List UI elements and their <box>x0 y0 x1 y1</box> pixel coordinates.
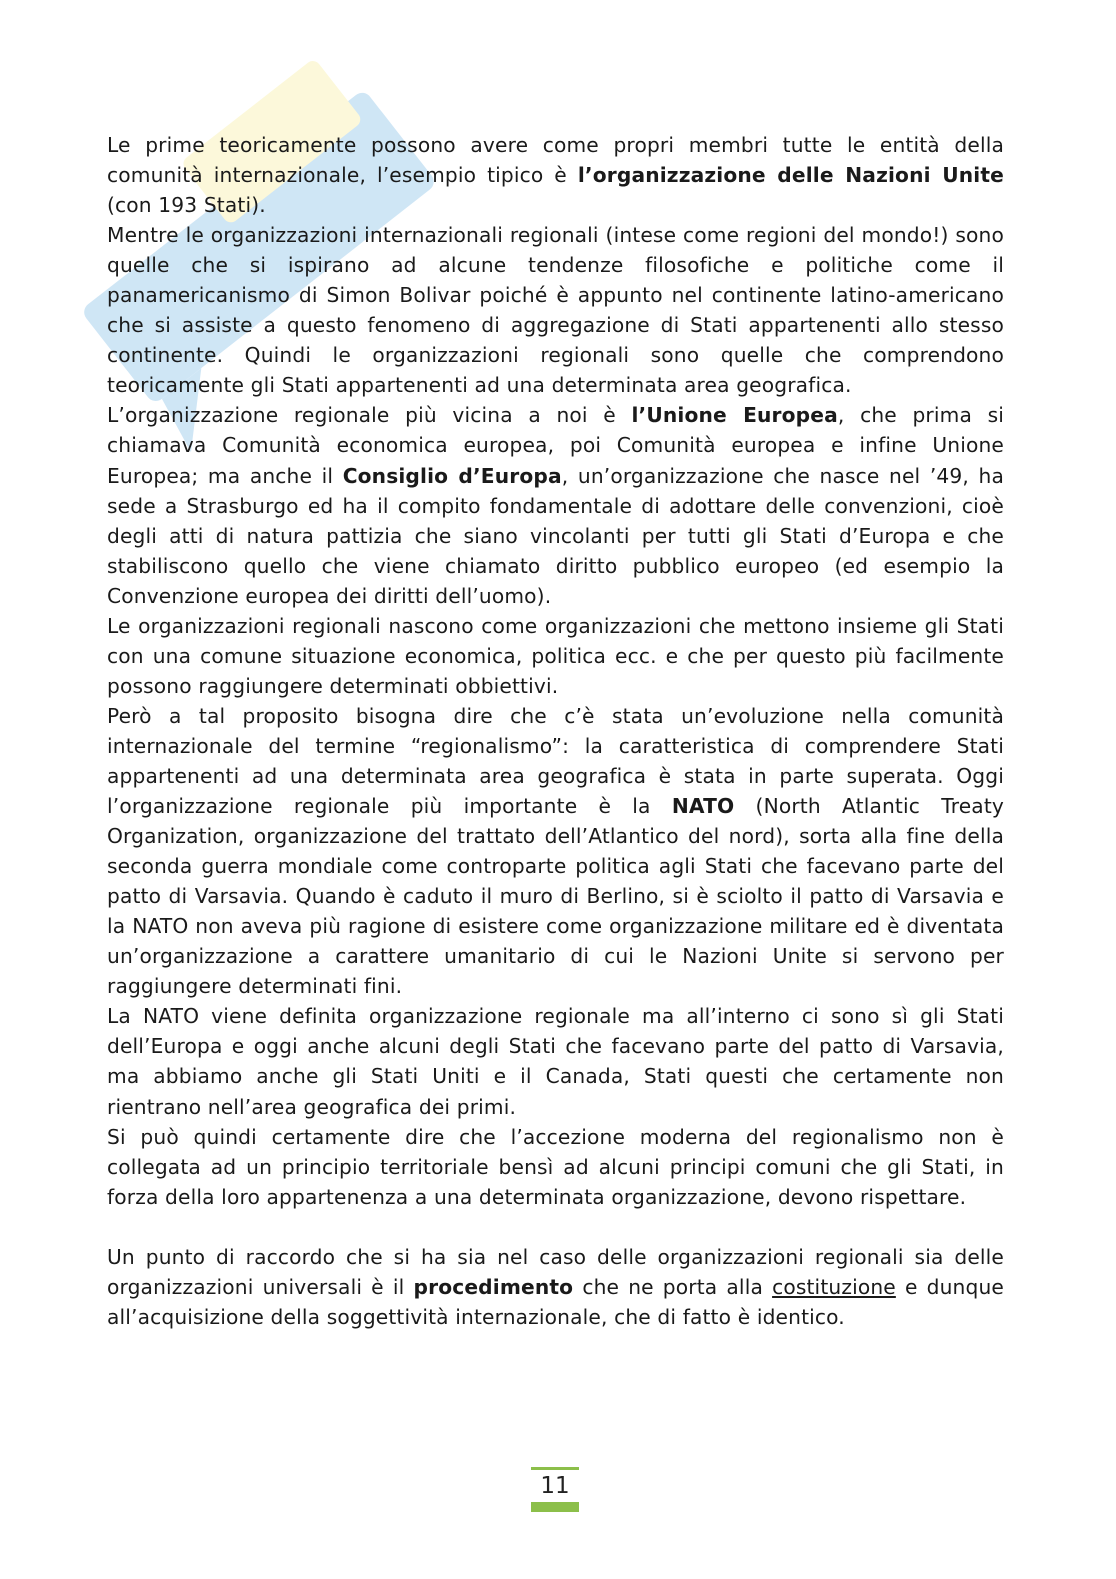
paragraph <box>107 701 1004 1001</box>
page-number: 11 <box>540 1473 570 1499</box>
text-segment: (con 193 Stati). <box>107 193 266 218</box>
text-segment: Mentre le organizzazioni internazionali regionali (intese come regioni del mondo!) sono quelle che si ispirano ad alcune tendenze filosofiche e politiche come il panamericanismo di Simon Bolivar poiché è appunto nel continente latino-americano che si assiste a questo fenomeno di aggregazione di Stati appartenenti allo stesso continente. Quindi le organizzazioni regionali sono quelle che comprendono teoricamente gli Stati appartenenti ad una determinata area geografica. <box>107 223 1004 398</box>
text-segment: , un’organizzazione che nasce nel ’49, ha sede a Strasburgo ed ha il compito fondamentale di adottare delle convenzioni, cioè degli atti di natura pattizia che siano vincolanti per tutti gli Stati d’Europa e che stabiliscono quello che viene chiamato diritto pubblico europeo (ed esempio la Convenzione europea dei diritti dell’uomo). <box>107 463 1005 608</box>
text-segment: Le prime teoricamente possono avere come propri membri tutte le entità della comunità internazionale, l’esempio tipico è <box>107 133 1004 188</box>
text-segment: Però a tal proposito bisogna dire che c’è stata un’evoluzione nella comunità internazionale del termine “regionalismo”: la caratteristica di comprendere Stati appartenenti ad una determinata area geografica è stata in parte superata. Oggi l’organizzazione regionale più importante è la <box>107 703 1004 819</box>
bold-term: l’organizzazione delle Nazioni Unite <box>577 163 1004 188</box>
page-number-bottom-bar <box>531 1502 579 1512</box>
page-number-badge <box>531 1467 579 1511</box>
paragraph <box>107 611 1004 701</box>
bold-term: NATO <box>671 794 735 819</box>
text-segment: Le organizzazioni regionali nascono come organizzazioni che mettono insieme gli Stati con una comune situazione economica, politica ecc. e che per questo più facilmente possono raggiungere determinati obbiettivi. <box>107 613 1004 698</box>
text-segment: e dunque all’acquisizione della soggettività internazionale, che di fatto è identico. <box>107 1274 1004 1329</box>
paragraph <box>107 130 1004 220</box>
bold-term: Consiglio d’Europa <box>342 463 562 488</box>
text-segment: che ne porta alla <box>573 1274 773 1299</box>
paragraph <box>107 1242 1004 1332</box>
text-segment: , che prima si chiamava Comunità economica europea, poi Comunità europea e infine Unione Europea; ma anche il <box>107 403 1005 488</box>
paragraph <box>107 400 1004 610</box>
bold-term: l’Unione Europea <box>631 403 838 428</box>
paragraph <box>107 220 1004 400</box>
bold-term: procedimento <box>413 1274 574 1299</box>
paragraph-spacer <box>107 1212 1004 1242</box>
paragraph <box>107 1001 1004 1121</box>
text-segment: Si può quindi certamente dire che l’accezione moderna del regionalismo non è collegata ad un principio territoriale bensì ad alcuni principi comuni che gli Stati, in forza della loro appartenenza a una determinata organizzazione, devono rispettare. <box>107 1124 1004 1209</box>
text-segment: (North Atlantic Treaty Organization, organizzazione del trattato dell’Atlantico del nord), sorta alla fine della seconda guerra mondiale come controparte politica agli Stati che facevano parte del patto di Varsavia. Quando è caduto il muro di Berlino, si è sciolto il patto di Varsavia e la NATO non aveva più ragione di esistere come organizzazione militare ed è diventata un’organizzazione a carattere umanitario di cui le Nazioni Unite si servono per raggiungere determinati fini. <box>107 794 1004 999</box>
document-body <box>107 130 1004 1332</box>
text-segment: La NATO viene definita organizzazione regionale ma all’interno ci sono sì gli Stati dell’Europa e oggi anche alcuni degli Stati che facevano parte del patto di Varsavia, ma abbiamo anche gli Stati Uniti e il Canada, Stati questi che certamente non rientrano nell’area geografica dei primi. <box>107 1004 1004 1119</box>
underlined-term: costituzione <box>772 1274 896 1299</box>
text-segment: L’organizzazione regionale più vicina a noi è <box>107 403 632 428</box>
paragraph <box>107 1122 1004 1212</box>
text-segment: Un punto di raccordo che si ha sia nel caso delle organizzazioni regionali sia delle organizzazioni universali è il <box>107 1244 1004 1299</box>
